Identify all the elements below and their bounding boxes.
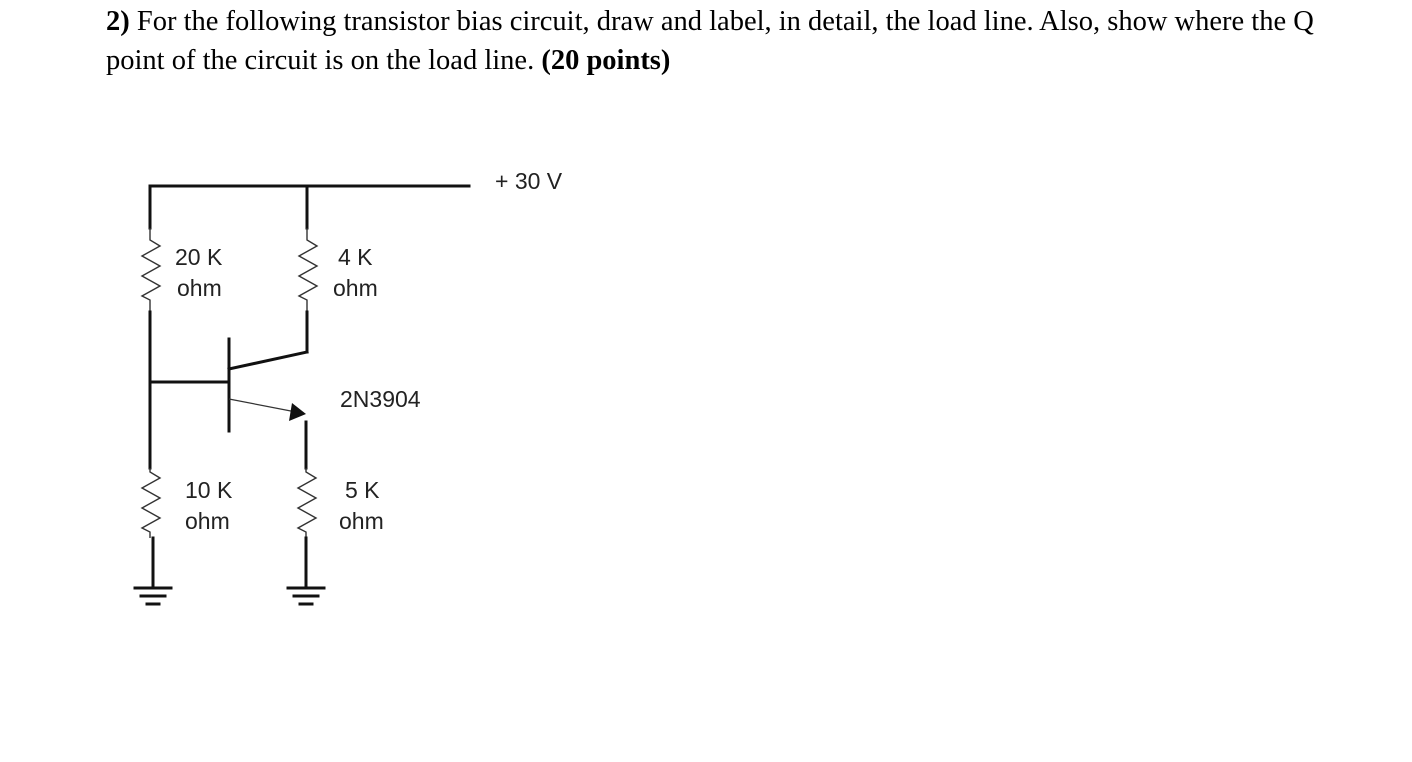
re-value-label: 5 K [345,477,380,503]
ground-icon [135,588,171,604]
question-body: For the following transistor bias circuit, draw and label, in detail, the load line. Also, show where the Q point of the circuit is on the load line. [106,6,1314,76]
rc-unit-label: ohm [333,275,378,301]
supply-rail [150,186,469,228]
resistor-rc [299,228,317,312]
question-number: 2) [106,6,130,37]
r2-unit-label: ohm [185,508,230,534]
resistor-re [298,468,316,538]
transistor-emitter-arrow-icon [289,403,306,421]
ground-icon [288,588,324,604]
r2-value-label: 10 K [185,477,233,503]
transistor-emitter-lead [229,399,296,412]
supply-voltage-label: + 30 V [495,168,563,194]
transistor-2n3904-symbol [229,339,307,468]
transistor-collector-lead [229,352,307,369]
rc-value-label: 4 K [338,244,373,270]
r1-unit-label: ohm [177,275,222,301]
transistor-label: 2N3904 [340,386,421,412]
resistor-r2 [142,468,160,538]
question-points: (20 points) [541,45,671,76]
r1-value-label: 20 K [175,244,223,270]
resistor-r1 [142,228,160,312]
re-unit-label: ohm [339,508,384,534]
